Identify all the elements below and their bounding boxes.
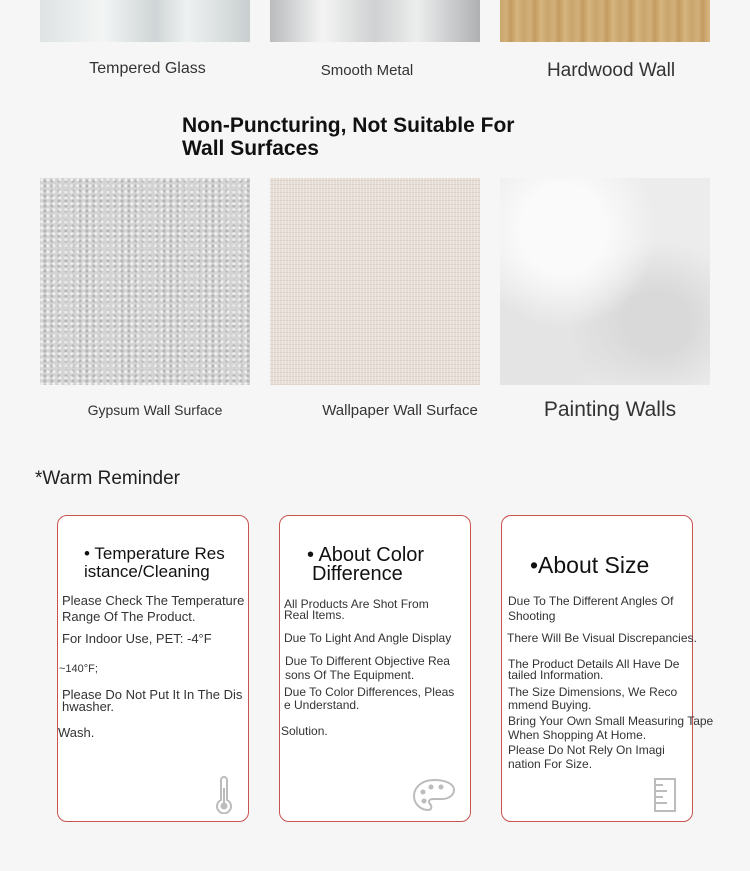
size-text-line: Shooting: [508, 609, 556, 623]
wallpaper-wall-caption: Wallpaper Wall Surface: [322, 402, 478, 419]
warm-reminder-title: *Warm Reminder: [35, 468, 180, 489]
temperature-card-title: [84, 545, 225, 581]
color-text-line: Solution.: [281, 724, 328, 738]
temperature-text-line: Range Of The Product.: [62, 609, 196, 624]
temperature-text-line: For Indoor Use, PET: -4°F: [62, 631, 212, 646]
size-text-line: When Shopping At Home.: [508, 728, 647, 742]
ruler-icon: [652, 777, 678, 813]
temperature-title-line1: • Temperature Res: [84, 544, 225, 563]
size-text-line: Due To The Different Angles Of: [508, 594, 674, 608]
color-text-line: All Products Are Shot From: [284, 597, 429, 611]
smooth-metal-caption: Smooth Metal: [320, 62, 414, 79]
size-text-line: nation For Size.: [508, 757, 593, 771]
temperature-title-line2: istance/Cleaning: [84, 562, 210, 581]
size-card-title: •About Size: [530, 552, 650, 578]
tempered-glass-caption: Tempered Glass: [89, 60, 206, 77]
smooth-metal-swatch: [270, 0, 480, 42]
color-text-line: e Understand.: [284, 698, 360, 712]
wallpaper-wall-image: [270, 178, 480, 385]
size-text-line: mmend Buying.: [508, 698, 592, 712]
color-card-title: [307, 546, 424, 584]
tempered-glass-swatch: [40, 0, 250, 42]
unsuitable-heading-line2: Wall Surfaces: [182, 137, 319, 160]
size-text-line: tailed Information.: [508, 668, 604, 682]
color-text-line: Real Items.: [284, 608, 345, 622]
hardwood-wall-swatch: [500, 0, 710, 42]
color-title-line2: Difference: [312, 563, 403, 585]
temperature-text-line: Please Do Not Put It In The Dis: [62, 687, 243, 702]
size-text-line: The Size Dimensions, We Reco: [508, 685, 678, 699]
temperature-text-line: Please Check The Temperature: [62, 593, 245, 608]
temperature-text-line: ~140°F;: [59, 663, 98, 675]
color-title-line1: • About Color: [307, 544, 425, 566]
size-text-line: Bring Your Own Small Measuring Tape: [508, 714, 714, 728]
size-text-line: There Will Be Visual Discrepancies.: [507, 631, 697, 645]
size-text-line: Please Do Not Rely On Imagi: [508, 743, 665, 757]
gypsum-wall-caption: Gypsum Wall Surface: [87, 402, 223, 418]
painting-wall-image: [500, 178, 710, 385]
color-text-line: sons Of The Equipment.: [285, 668, 415, 682]
painting-walls-caption: Painting Walls: [543, 398, 677, 421]
unsuitable-heading-line1: Non-Puncturing, Not Suitable For: [182, 114, 515, 137]
thermometer-icon: [212, 776, 236, 814]
temperature-text-line: hwasher.: [62, 699, 115, 714]
temperature-text-line: Wash.: [58, 725, 95, 740]
size-text-line: The Product Details All Have De: [508, 657, 680, 671]
color-text-line: Due To Color Differences, Pleas: [284, 685, 455, 699]
gypsum-wall-image: [40, 178, 250, 385]
hardwood-wall-caption: Hardwood Wall: [546, 60, 676, 81]
palette-icon: [412, 778, 456, 812]
color-text-line: Due To Different Objective Rea: [285, 654, 450, 668]
color-text-line: Due To Light And Angle Display: [284, 631, 452, 645]
unsuitable-heading: [182, 114, 602, 160]
